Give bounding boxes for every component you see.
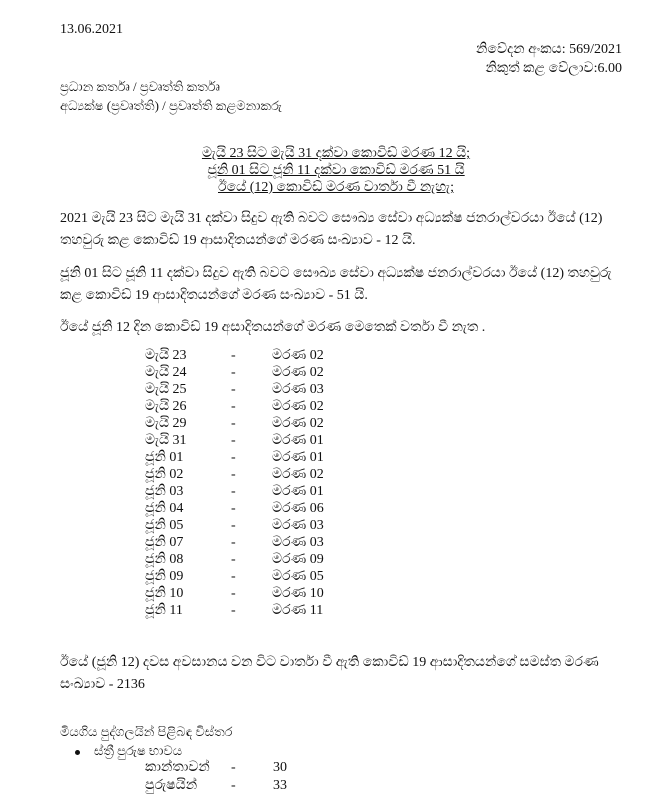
death-count: මරණ 03 <box>272 518 324 533</box>
death-date: ජූනි 01 <box>145 450 184 465</box>
addressee-line: ප්‍රධාන කර්තෘ / ප්‍රවෘත්ති කර්තෘ <box>60 79 220 94</box>
addressee-line: අධ්‍යක්ෂ (ප්‍රවෘත්ති) / ප්‍රවෘත්ති කළමනාකරු <box>60 98 282 113</box>
paragraph-no-deaths: ඊයේ ජූනි 12 දින කොවිඩ් 19 අසාදිතයන්ගේ මරණ මෙතෙක් වර්තා වී නැත . <box>60 320 486 335</box>
death-count: මරණ 02 <box>272 365 324 380</box>
death-date: මැයි 24 <box>145 365 187 380</box>
death-row <box>145 500 445 517</box>
death-sep: - <box>231 416 236 431</box>
death-row <box>145 364 445 381</box>
death-sep: - <box>231 586 236 601</box>
release-time: නිකුත් කළ වේලාව:6.00 <box>485 61 622 76</box>
death-sep: - <box>231 348 236 363</box>
gender-label: කාන්තාවන් <box>145 760 210 775</box>
death-row <box>145 381 445 398</box>
death-date: ජූනි 04 <box>145 501 184 516</box>
details-heading: මියගිය පුද්ගලයින් පිළිබඳ විස්තර <box>60 724 233 739</box>
gender-label: පුරුෂයින් <box>145 778 198 793</box>
death-date: ජූනි 09 <box>145 569 184 584</box>
death-sep: - <box>231 603 236 618</box>
death-count: මරණ 01 <box>272 433 324 448</box>
paragraph-june-deaths <box>60 263 620 307</box>
death-date: ජූනි 03 <box>145 484 184 499</box>
gender-bullet-label: ස්ත්‍රී පුරුෂ භාවය <box>94 743 183 758</box>
death-sep: - <box>231 535 236 550</box>
death-count: මරණ 02 <box>272 399 324 414</box>
gender-bullet <box>75 743 182 759</box>
death-row <box>145 466 445 483</box>
death-row <box>145 568 445 585</box>
death-sep: - <box>231 467 236 482</box>
death-count: මරණ 03 <box>272 535 324 550</box>
gender-row-female <box>145 759 345 777</box>
paragraph-line: ඊයේ (ජූනි 12) දවස අවසානය වන විට වාර්තා වී ඇති කොවිඩ් 19 ආසාදිතයන්ගේ සමස්ත මරණ <box>60 655 599 670</box>
death-sep: - <box>231 382 236 397</box>
death-sep: - <box>231 365 236 380</box>
death-sep: - <box>231 450 236 465</box>
death-count: මරණ 10 <box>272 586 324 601</box>
death-row <box>145 585 445 602</box>
paragraph-line: 2021 මැයි 23 සිට මැයි 31 දක්වා සිදුව ඇති බවට සෞඛ්‍ය සේවා අධ්‍යක්ෂ ජනරාල්වරයා ඊයේ (12) <box>60 211 603 226</box>
death-count: මරණ 11 <box>272 603 324 618</box>
death-sep: - <box>231 501 236 516</box>
death-count: මරණ 02 <box>272 416 324 431</box>
release-number: නිවේදන අංකය: 569/2021 <box>476 42 622 57</box>
death-row <box>145 602 445 619</box>
gender-sep: - <box>231 760 236 775</box>
headline-line: මැයි 23 සිට මැයි 31 දක්වා කොවිඩ් මරණ 12 යි; <box>201 146 471 161</box>
paragraph-line: ජූනි 01 සිට ජූනි 11 දක්වා සිදුව ඇති බවට සෞඛ්‍ය සේවා අධ්‍යක්ෂ ජනරාල්වරයා ඊයේ (12) තහවුරු <box>60 266 612 281</box>
death-date: ජූනි 02 <box>145 467 184 482</box>
headline-line: ජූනි 01 සිට ජූනි 11 දක්වා කොවිඩ් මරණ 51 යි <box>207 163 465 178</box>
death-date: මැයි 25 <box>145 382 187 397</box>
gender-value: 33 <box>273 778 287 793</box>
death-sep: - <box>231 399 236 414</box>
death-sep: - <box>231 552 236 567</box>
death-count: මරණ 02 <box>272 467 324 482</box>
headline-block <box>0 145 672 196</box>
death-row <box>145 449 445 466</box>
paragraph-may-deaths <box>60 208 620 252</box>
death-count: මරණ 02 <box>272 348 324 363</box>
paragraph-total-deaths <box>60 652 620 696</box>
death-date: ජූනි 08 <box>145 552 184 567</box>
death-date: මැයි 29 <box>145 416 187 431</box>
bullet-icon <box>75 750 80 755</box>
death-date: මැයි 23 <box>145 348 187 363</box>
death-count: මරණ 03 <box>272 382 324 397</box>
death-date: ජූනි 10 <box>145 586 184 601</box>
death-sep: - <box>231 433 236 448</box>
death-row <box>145 551 445 568</box>
paragraph-line: සංඛ්‍යාව - 2136 <box>60 677 145 692</box>
headline-line: ඊයේ (12) කොවිඩ් මරණ වාර්තා වී නැහැ; <box>218 180 454 195</box>
gender-sep: - <box>231 778 236 793</box>
death-date: ජූනි 11 <box>145 603 183 618</box>
death-count: මරණ 01 <box>272 484 324 499</box>
death-count: මරණ 05 <box>272 569 324 584</box>
death-sep: - <box>231 484 236 499</box>
death-date: ජූනි 05 <box>145 518 184 533</box>
gender-row-male <box>145 777 345 795</box>
death-row <box>145 534 445 551</box>
death-row <box>145 517 445 534</box>
death-date: මැයි 26 <box>145 399 187 414</box>
death-count: මරණ 09 <box>272 552 324 567</box>
death-sep: - <box>231 518 236 533</box>
document-date: 13.06.2021 <box>60 22 123 37</box>
addressee-block <box>60 77 282 115</box>
death-date: ජූනි 07 <box>145 535 184 550</box>
gender-value: 30 <box>273 760 287 775</box>
death-count: මරණ 06 <box>272 501 324 516</box>
death-row <box>145 415 445 432</box>
death-row <box>145 398 445 415</box>
death-row <box>145 347 445 364</box>
death-sep: - <box>231 569 236 584</box>
release-reference <box>476 40 622 78</box>
death-count: මරණ 01 <box>272 450 324 465</box>
deaths-list <box>145 347 445 619</box>
paragraph-line: තහවුරු කළ කොවිඩ් 19 ආසාදිතයන්ගේ මරණ සංඛ්‍යාව - 12 යි. <box>60 233 416 248</box>
death-row <box>145 432 445 449</box>
paragraph-line: කළ කොවිඩ් 19 ආසාදිතයන්ගේ මරණ සංඛ්‍යාව - 51 යි. <box>60 288 368 303</box>
death-date: මැයි 31 <box>145 433 187 448</box>
death-row <box>145 483 445 500</box>
